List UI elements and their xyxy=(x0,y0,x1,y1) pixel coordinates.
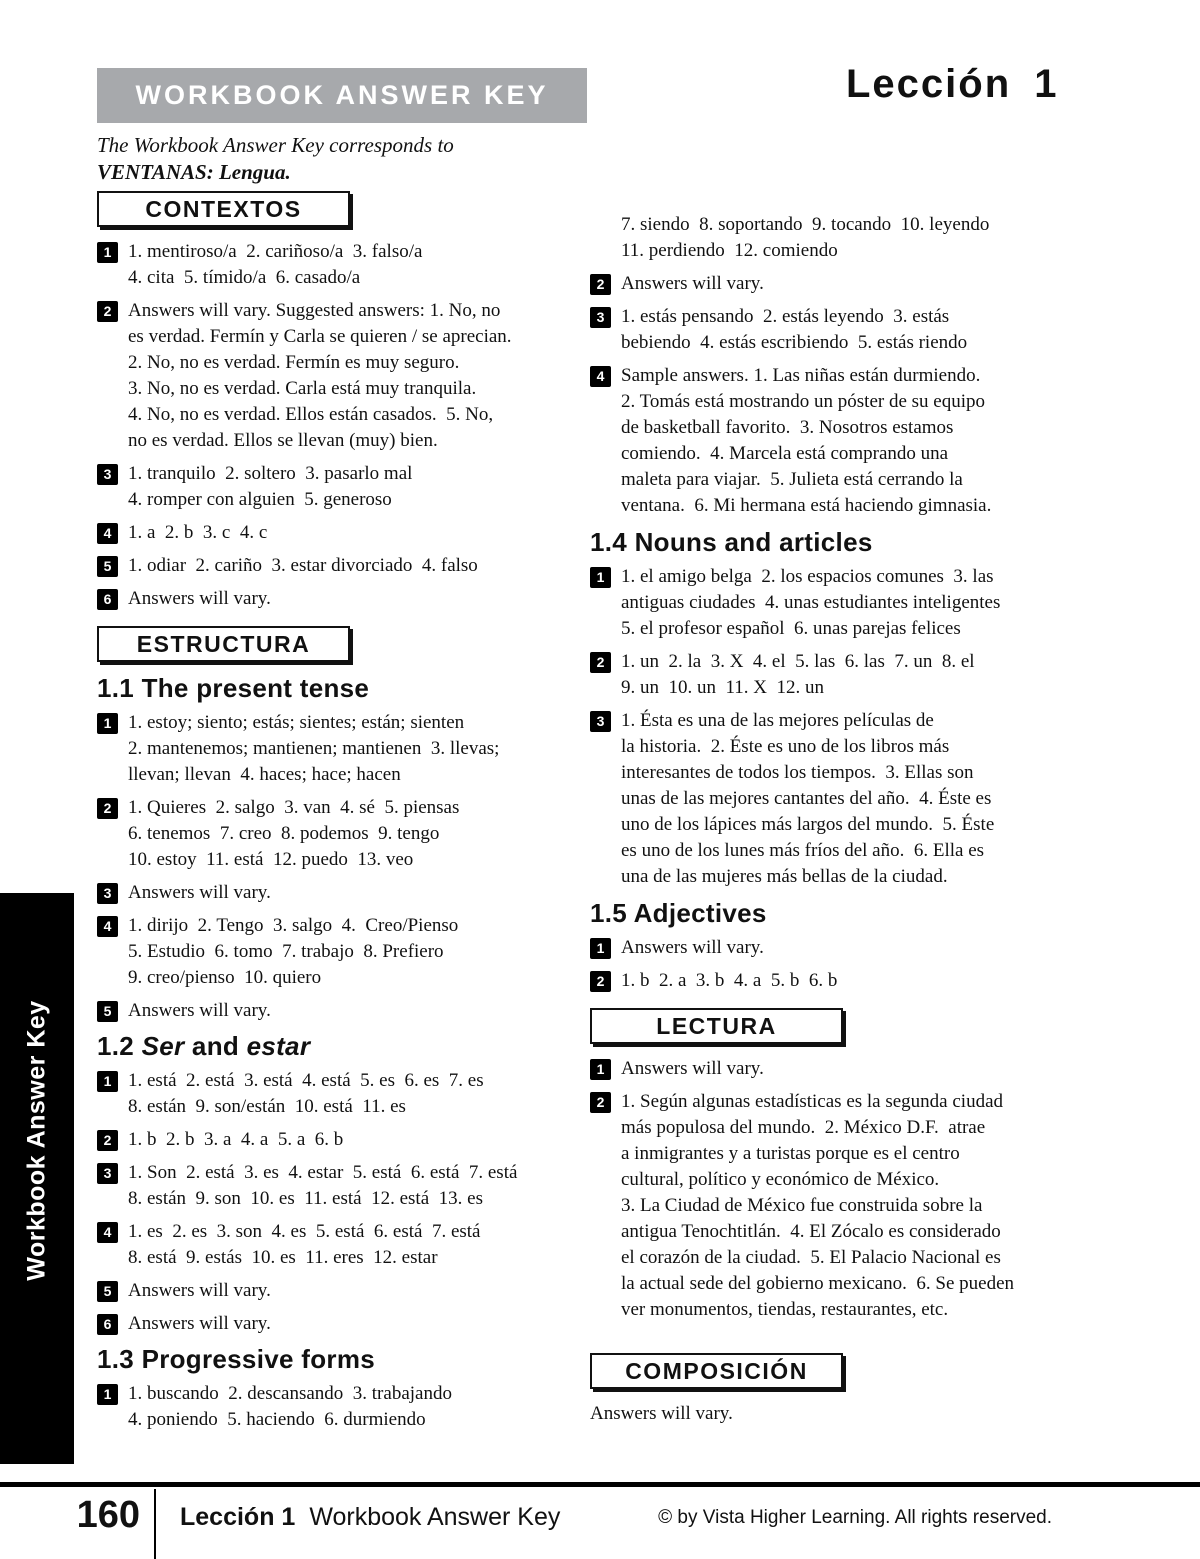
section-box-label: COMPOSICIÓN xyxy=(625,1357,808,1384)
answer-entry xyxy=(97,913,575,991)
footer-lesson-label: Lección 1 xyxy=(180,1503,296,1531)
answer-lines xyxy=(128,461,575,513)
footer-divider xyxy=(154,1489,156,1559)
answer-line: 4. poniendo 5. haciendo 6. durmiendo xyxy=(128,1409,426,1430)
answer-line: la actual sede del gobierno mexicano. 6. Se pueden xyxy=(621,1273,1015,1294)
answer-number-badge: 3 xyxy=(97,1163,118,1184)
answer-line: 5. Estudio 6. tomo 7. trabajo 8. Prefiero xyxy=(128,941,444,962)
heading-text: 1.2 xyxy=(97,1031,142,1061)
answer-entry xyxy=(97,880,575,906)
right-column xyxy=(590,212,1087,1434)
answer-line: 8. están 9. son 10. es 11. está 12. está 13. es xyxy=(128,1188,483,1209)
answer-entry xyxy=(590,649,1087,701)
answer-line: 1. un 2. la 3. X 4. el 5. las 6. las 7. un 8. el xyxy=(621,651,975,672)
answer-line: Answers will vary. Suggested answers: 1. No, no xyxy=(128,300,501,321)
answer-line: uno de los lápices más largos del mundo. 5. Éste xyxy=(621,814,995,835)
answer-number-badge: 1 xyxy=(590,567,611,588)
answer-lines xyxy=(621,649,1087,701)
answer-number-badge: 2 xyxy=(590,1092,611,1113)
answer-line: 1. b 2. a 3. b 4. a 5. b 6. b xyxy=(621,970,838,991)
page-number: 160 xyxy=(76,1494,140,1536)
heading-text: 1.3 Progressive forms xyxy=(97,1344,375,1374)
answer-number-badge: 1 xyxy=(590,1059,611,1080)
answer-lines xyxy=(621,935,1087,961)
section-box-estructura xyxy=(97,626,350,662)
answer-number-badge: 4 xyxy=(97,916,118,937)
answer-line: bebiendo 4. estás escribiendo 5. estás riendo xyxy=(621,332,968,353)
answer-entry xyxy=(590,212,1087,264)
answer-line: una de las mujeres más bellas de la ciudad. xyxy=(621,866,948,887)
page-title: Lección 1 xyxy=(846,62,1059,106)
answer-entry xyxy=(97,795,575,873)
answer-entry xyxy=(590,935,1087,961)
answer-line: 2. No, no es verdad. Fermín es muy seguro. xyxy=(128,352,460,373)
answer-line: 4. No, no es verdad. Ellos están casados. 5. No, xyxy=(128,404,494,425)
answer-line: 1. mentiroso/a 2. cariñoso/a 3. falso/a xyxy=(128,241,423,262)
answer-line: comiendo. 4. Marcela está comprando una xyxy=(621,443,949,464)
answer-line: 10. estoy 11. está 12. puedo 13. veo xyxy=(128,849,414,870)
answer-lines xyxy=(128,1127,575,1153)
answer-entry xyxy=(590,363,1087,519)
answer-line: Answers will vary. xyxy=(128,1280,271,1301)
section-box-contextos xyxy=(97,191,350,227)
answer-lines xyxy=(621,271,1087,297)
answer-number-badge: 3 xyxy=(590,307,611,328)
answer-line: 1. Ésta es una de las mejores películas de xyxy=(621,710,934,731)
answer-lines xyxy=(621,1056,1087,1082)
answer-lines xyxy=(128,239,575,291)
intro-line-book: VENTANAS: Lengua. xyxy=(97,160,291,184)
answer-lines xyxy=(128,1278,575,1304)
answer-entry xyxy=(590,1089,1087,1323)
answer-lines xyxy=(621,212,1087,264)
answer-lines xyxy=(621,708,1087,890)
section-box-label: ESTRUCTURA xyxy=(136,630,311,657)
footer-rule xyxy=(0,1482,1200,1487)
answer-line: maleta para viajar. 5. Julieta está cerrando la xyxy=(621,469,963,490)
answer-line: Answers will vary. xyxy=(621,273,764,294)
answer-number-badge: 1 xyxy=(97,1071,118,1092)
answer-lines xyxy=(621,968,1087,994)
answer-lines xyxy=(621,1089,1087,1323)
heading-text: and xyxy=(184,1031,247,1061)
answer-line: llevan; llevan 4. haces; hace; hacen xyxy=(128,764,401,785)
answer-line: 5. el profesor español 6. unas parejas felices xyxy=(621,618,961,639)
answer-lines xyxy=(128,913,575,991)
answer-line: 1. está 2. está 3. está 4. está 5. es 6. es 7. es xyxy=(128,1070,484,1091)
answer-line: Answers will vary. xyxy=(128,588,271,609)
answer-line: Answers will vary. xyxy=(590,1403,733,1424)
answer-line: 7. siendo 8. soportando 9. tocando 10. leyendo xyxy=(621,214,990,235)
answer-line: 8. están 9. son/están 10. está 11. es xyxy=(128,1096,406,1117)
answer-line: ver monumentos, tiendas, restaurantes, etc. xyxy=(621,1299,949,1320)
answer-entry xyxy=(590,564,1087,642)
heading-text: 1.4 Nouns and articles xyxy=(590,527,873,557)
answer-entry xyxy=(590,271,1087,297)
answer-entry xyxy=(97,553,575,579)
answer-line: el corazón de la ciudad. 5. El Palacio Nacional es xyxy=(621,1247,1001,1268)
answer-entry xyxy=(590,708,1087,890)
answer-line: es verdad. Fermín y Carla se quieren / se aprecian. xyxy=(128,326,512,347)
answer-line: 1. Quieres 2. salgo 3. van 4. sé 5. piensas xyxy=(128,797,460,818)
answer-lines xyxy=(128,586,575,612)
answer-number-badge: 4 xyxy=(590,366,611,387)
answer-line: 1. el amigo belga 2. los espacios comunes 3. las xyxy=(621,566,994,587)
answer-number-badge: 2 xyxy=(590,971,611,992)
answer-number-badge: 4 xyxy=(97,523,118,544)
section-box-label: LECTURA xyxy=(656,1012,777,1039)
answer-line: Answers will vary. xyxy=(621,1058,764,1079)
subsection-heading xyxy=(97,673,575,703)
answer-lines xyxy=(621,304,1087,356)
answer-number-badge: 3 xyxy=(97,883,118,904)
answer-number-badge: 5 xyxy=(97,1281,118,1302)
answer-line: 8. está 9. estás 10. es 11. eres 12. estar xyxy=(128,1247,438,1268)
section-box-label: CONTEXTOS xyxy=(145,195,302,222)
answer-lines xyxy=(128,298,575,454)
subsection-heading xyxy=(97,1344,575,1374)
answer-entry xyxy=(97,1278,575,1304)
answer-line: cultural, político y económico de México. xyxy=(621,1169,940,1190)
answer-line: Answers will vary. xyxy=(128,882,271,903)
answer-line: antiguas ciudades 4. unas estudiantes inteligentes xyxy=(621,592,1001,613)
heading-text: Ser xyxy=(141,1031,185,1061)
answer-line: 1. es 2. es 3. son 4. es 5. está 6. está 7. está xyxy=(128,1221,481,1242)
heading-text: estar xyxy=(246,1031,311,1061)
answer-line: 2. Tomás está mostrando un póster de su equipo xyxy=(621,391,986,412)
answer-line: Sample answers. 1. Las niñas están durmiendo. xyxy=(621,365,981,386)
answer-line: Answers will vary. xyxy=(621,937,764,958)
answer-line: 9. un 10. un 11. X 12. un xyxy=(621,677,825,698)
answer-line: 6. tenemos 7. creo 8. podemos 9. tengo xyxy=(128,823,440,844)
answer-entry xyxy=(97,1127,575,1153)
answer-number-badge: 6 xyxy=(97,589,118,610)
sidebar-vertical-label: Workbook Answer Key xyxy=(22,1000,51,1281)
answer-number-badge: 5 xyxy=(97,1001,118,1022)
answer-entry xyxy=(590,968,1087,994)
answer-line: Answers will vary. xyxy=(128,1000,271,1021)
answer-entry xyxy=(97,1311,575,1337)
answer-number-badge: 2 xyxy=(590,652,611,673)
answer-entry xyxy=(97,1381,575,1433)
answer-entry xyxy=(97,461,575,513)
answer-number-badge: 5 xyxy=(97,556,118,577)
answer-entry xyxy=(97,520,575,546)
footer-book-label: Workbook Answer Key xyxy=(309,1503,561,1531)
intro-line: The Workbook Answer Key corresponds to xyxy=(97,133,454,157)
answer-entry xyxy=(97,998,575,1024)
answer-entry xyxy=(97,1160,575,1212)
answer-line: 1. buscando 2. descansando 3. trabajando xyxy=(128,1383,452,1404)
answer-line: antigua Tenochtitlán. 4. El Zócalo es considerado xyxy=(621,1221,1001,1242)
answer-lines xyxy=(128,1219,575,1271)
header-banner-label: WORKBOOK ANSWER KEY xyxy=(135,80,549,110)
answer-line: 3. No, no es verdad. Carla está muy tranquila. xyxy=(128,378,477,399)
answer-lines xyxy=(128,1160,575,1212)
answer-entry xyxy=(97,239,575,291)
answer-line: interesantes de todos los tiempos. 3. Ellas son xyxy=(621,762,974,783)
answer-entry xyxy=(97,586,575,612)
answer-line: 1. Según algunas estadísticas es la segunda ciudad xyxy=(621,1091,1004,1112)
answer-line: 4. romper con alguien 5. generoso xyxy=(128,489,392,510)
answer-line: 9. creo/pienso 10. quiero xyxy=(128,967,322,988)
answer-line: Answers will vary. xyxy=(128,1313,271,1334)
answer-line: 1. Son 2. está 3. es 4. estar 5. está 6. está 7. está xyxy=(128,1162,518,1183)
header-banner xyxy=(97,68,587,123)
answer-lines xyxy=(128,1068,575,1120)
answer-line: de basketball favorito. 3. Nosotros estamos xyxy=(621,417,954,438)
answer-line: la historia. 2. Éste es uno de los libros más xyxy=(621,736,950,757)
heading-text: 1.5 Adjectives xyxy=(590,898,767,928)
answer-line: 1. a 2. b 3. c 4. c xyxy=(128,522,268,543)
footer-copyright: © by Vista Higher Learning. All rights reserved. xyxy=(658,1507,1052,1528)
answer-number-badge: 6 xyxy=(97,1314,118,1335)
subsection-heading xyxy=(97,1031,575,1061)
subsection-heading xyxy=(590,898,1087,928)
answer-lines xyxy=(621,363,1087,519)
answer-entry xyxy=(590,304,1087,356)
answer-lines xyxy=(128,998,575,1024)
answer-number-badge: 2 xyxy=(97,1130,118,1151)
answer-line: 1. dirijo 2. Tengo 3. salgo 4. Creo/Pienso xyxy=(128,915,459,936)
answer-entry xyxy=(97,298,575,454)
subsection-heading xyxy=(590,527,1087,557)
answer-entry xyxy=(590,1056,1087,1082)
answer-number-badge: 1 xyxy=(590,938,611,959)
answer-line: 11. perdiendo 12. comiendo xyxy=(621,240,838,261)
answer-entry xyxy=(97,1219,575,1271)
answer-lines xyxy=(128,1311,575,1337)
footer-caption xyxy=(180,1504,560,1530)
answer-line: 1. b 2. b 3. a 4. a 5. a 6. b xyxy=(128,1129,344,1150)
answer-number-badge: 3 xyxy=(97,464,118,485)
answer-number-badge: 1 xyxy=(97,713,118,734)
answer-number-badge xyxy=(590,215,611,236)
intro-note xyxy=(97,132,597,186)
answer-line: 1. tranquilo 2. soltero 3. pasarlo mal xyxy=(128,463,413,484)
answer-number-badge: 2 xyxy=(97,301,118,322)
answer-lines xyxy=(128,1381,575,1433)
answer-number-badge: 1 xyxy=(97,242,118,263)
answer-number-badge: 4 xyxy=(97,1222,118,1243)
plain-answer xyxy=(590,1401,1087,1427)
sidebar-tab xyxy=(0,893,74,1464)
answer-line: a inmigrantes y a turistas porque es el centro xyxy=(621,1143,960,1164)
answer-line: 1. estás pensando 2. estás leyendo 3. estás xyxy=(621,306,950,327)
answer-line: 4. cita 5. tímido/a 6. casado/a xyxy=(128,267,361,288)
answer-lines xyxy=(128,553,575,579)
answer-entry xyxy=(97,1068,575,1120)
answer-line: ventana. 6. Mi hermana está haciendo gimnasia. xyxy=(621,495,992,516)
answer-line: 1. odiar 2. cariño 3. estar divorciado 4. falso xyxy=(128,555,478,576)
answer-lines xyxy=(621,564,1087,642)
answer-line: 2. mantenemos; mantienen; mantienen 3. llevas; xyxy=(128,738,500,759)
answer-number-badge: 2 xyxy=(590,274,611,295)
answer-line: más populosa del mundo. 2. México D.F. atrae xyxy=(621,1117,986,1138)
answer-entry xyxy=(97,710,575,788)
answer-line: 3. La Ciudad de México fue construida sobre la xyxy=(621,1195,983,1216)
answer-line: es uno de los lunes más fríos del año. 6. Ella es xyxy=(621,840,985,861)
section-box-composicion xyxy=(590,1353,843,1389)
answer-number-badge: 1 xyxy=(97,1384,118,1405)
answer-line: unas de las mejores cantantes del año. 4. Éste es xyxy=(621,788,992,809)
answer-lines xyxy=(128,880,575,906)
heading-text: 1.1 The present tense xyxy=(97,673,370,703)
answer-number-badge: 3 xyxy=(590,711,611,732)
answer-line: no es verdad. Ellos se llevan (muy) bien. xyxy=(128,430,438,451)
answer-lines xyxy=(128,710,575,788)
section-box-lectura xyxy=(590,1008,843,1044)
left-column xyxy=(97,191,575,1440)
answer-number-badge: 2 xyxy=(97,798,118,819)
answer-line: 1. estoy; siento; estás; sientes; están; sienten xyxy=(128,712,465,733)
answer-lines xyxy=(128,520,575,546)
answer-lines xyxy=(128,795,575,873)
